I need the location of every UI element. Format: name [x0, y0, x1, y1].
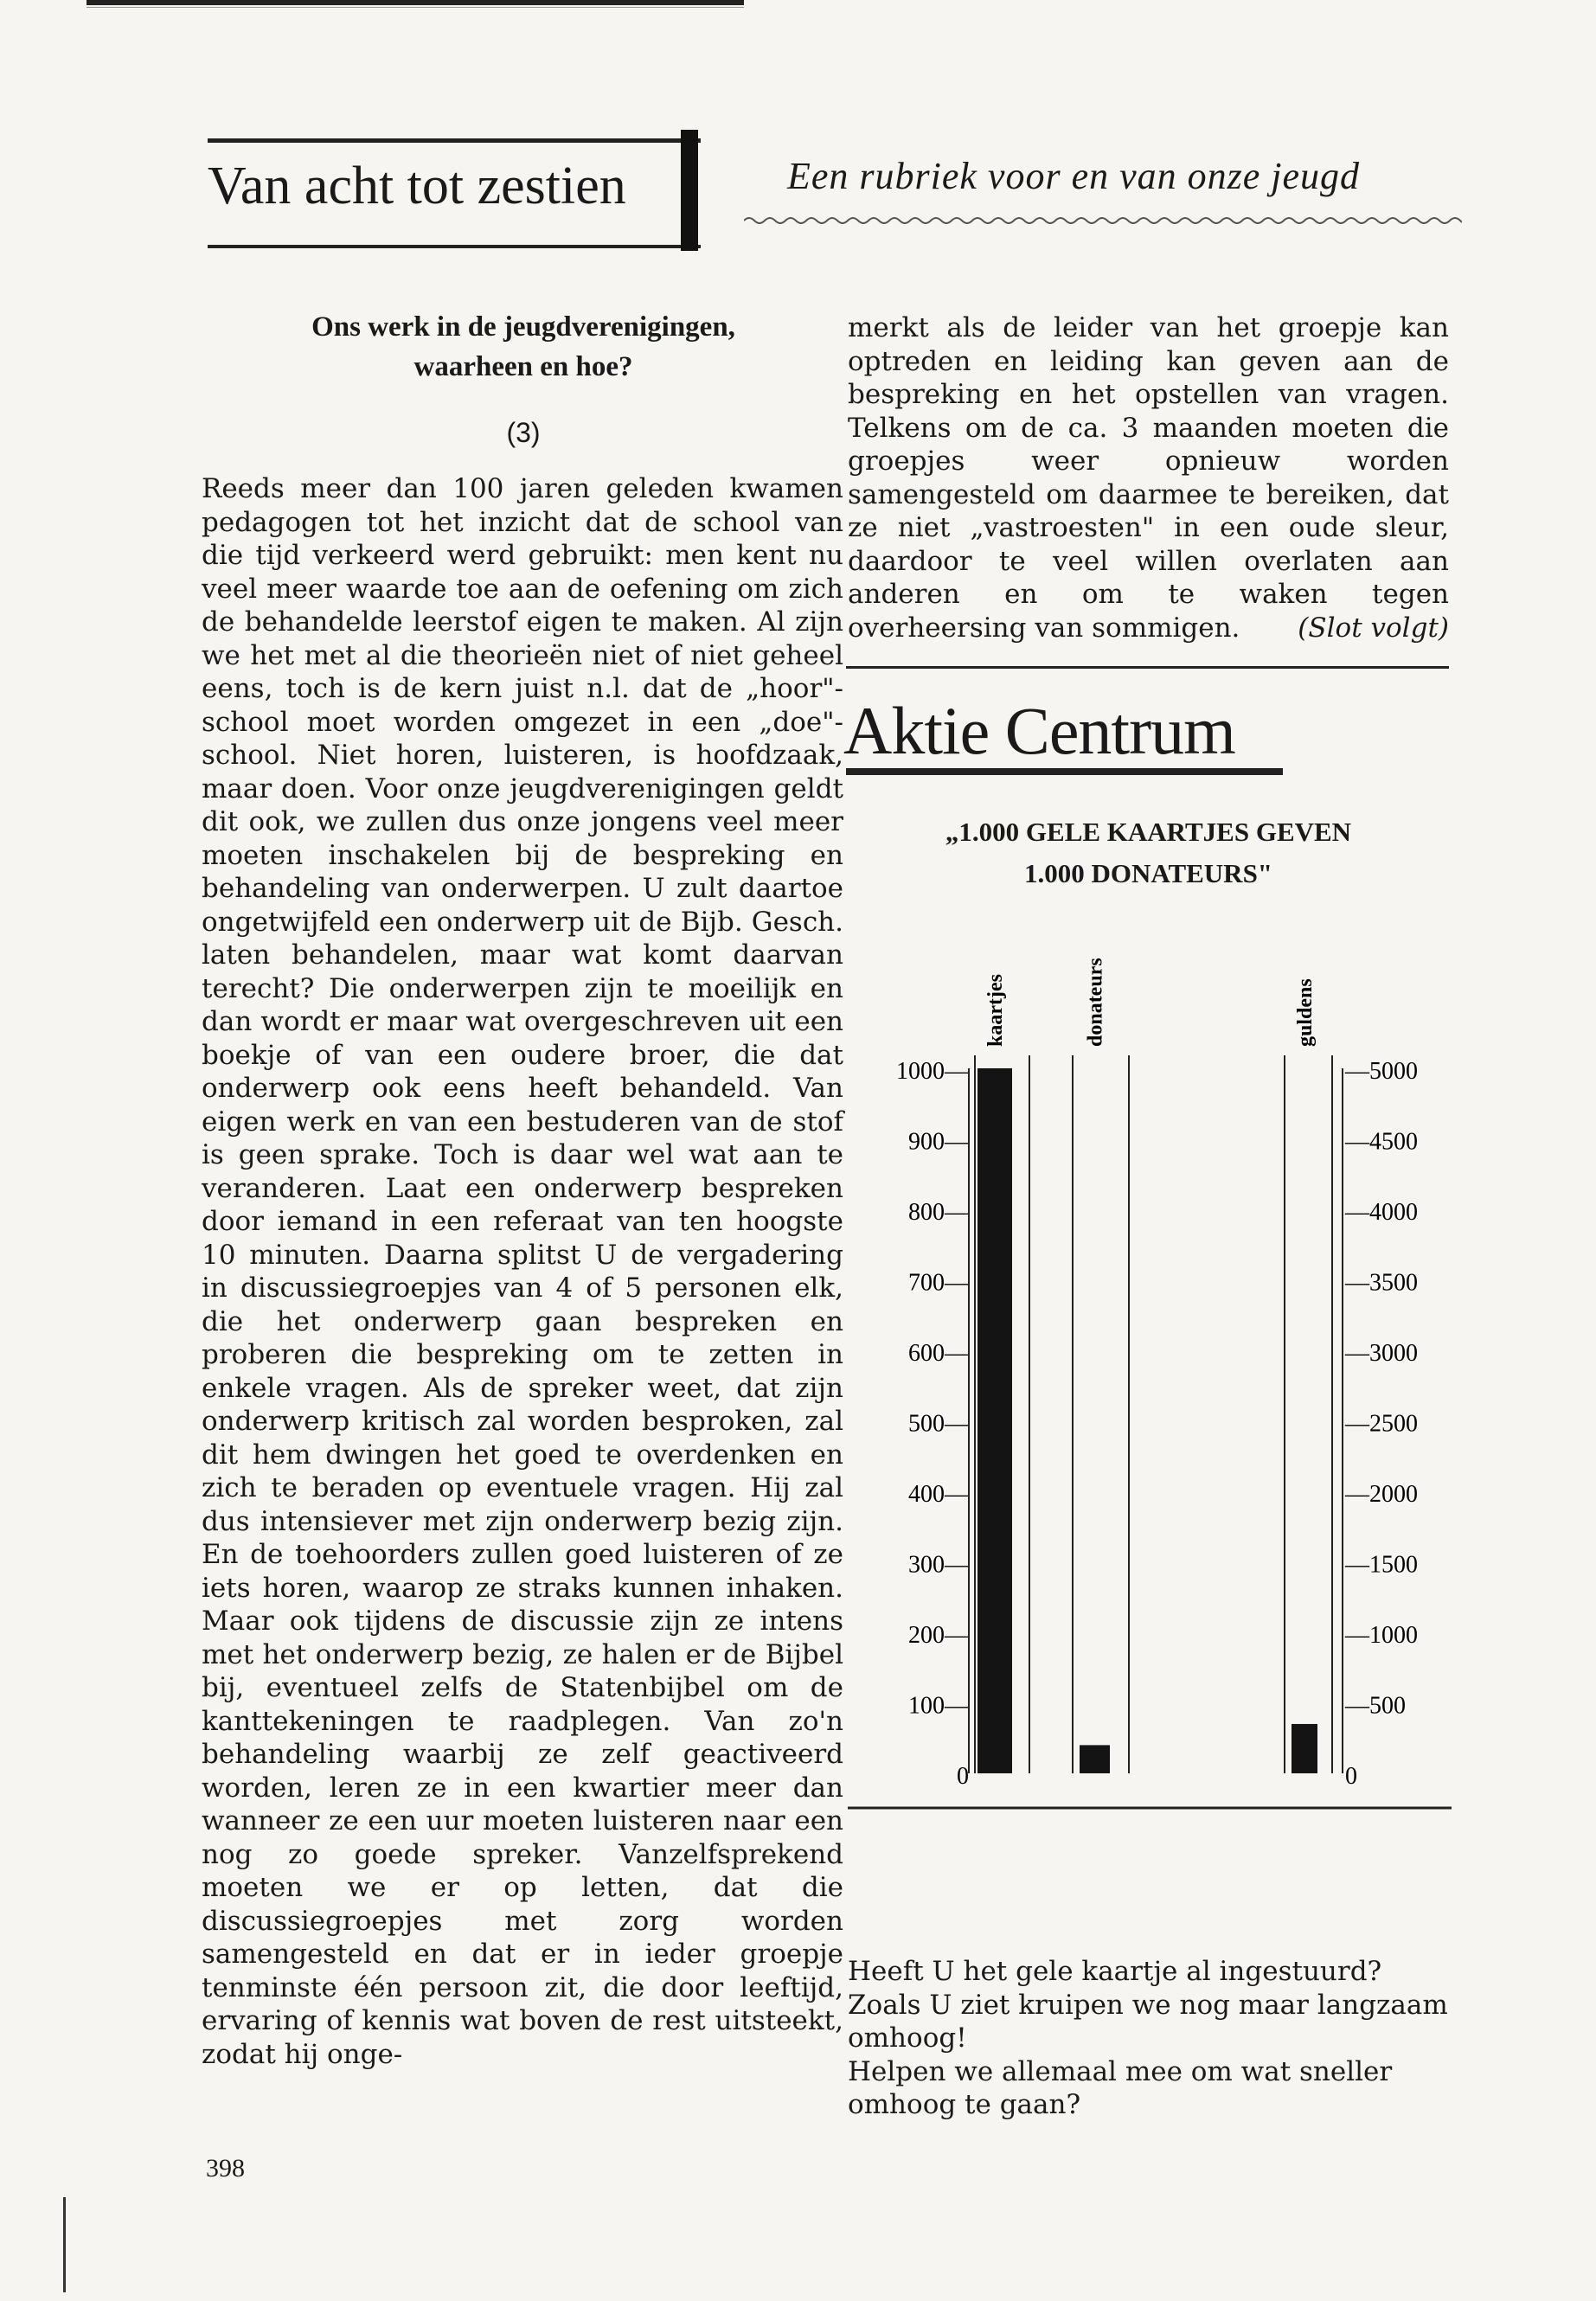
page-number: 398: [206, 2154, 245, 2182]
header-title: Van acht tot zestien: [208, 157, 626, 215]
article-body-left: [202, 472, 843, 2071]
top-rule-thin: [87, 7, 744, 8]
left-tick-label-7: 700—: [908, 1269, 969, 1297]
bar-kaartjes: [977, 1068, 1012, 1773]
aktie-title: Aktie Centrum: [843, 693, 1235, 768]
header-top-rule: [208, 138, 701, 143]
left-tick-label-9: 900—: [908, 1128, 969, 1156]
aktie-footer-line3: Helpen we allemaal mee om wat sneller omhoog te gaan?: [848, 2055, 1393, 2120]
right-tick-label-7: —3500: [1345, 1269, 1418, 1297]
wavy-underline: [744, 212, 1462, 229]
left-tick-label-2: 200—: [908, 1622, 969, 1649]
article-body-right: [848, 311, 1449, 644]
bar-donateurs: [1080, 1745, 1110, 1773]
left-tick-label-6: 600—: [908, 1340, 969, 1367]
left-tick-label-10: 1000—: [896, 1058, 969, 1085]
right-tick-label-4: —2000: [1345, 1481, 1418, 1508]
aktie-footer-line2: Zoals U ziet kruipen we nog maar langzaam omhoog!: [848, 1989, 1448, 2054]
right-tick-label-3: —1500: [1345, 1551, 1418, 1579]
chart-headline-line1: „1.000 GELE KAARTJES GEVEN: [945, 817, 1352, 847]
header-subtitle: Een rubriek voor en van onze jeugd: [787, 155, 1361, 197]
right-tick-label-10: —5000: [1345, 1058, 1418, 1085]
aktie-footer: [848, 1955, 1449, 2122]
thermometer-chart: [848, 908, 1453, 1929]
left-tick-label-1: 100—: [908, 1692, 969, 1720]
right-tick-label-0: 0: [1345, 1763, 1357, 1790]
article-paragraph-left: Reeds meer dan 100 jaren geleden kwamen pedagogen tot het inzicht dat de school van die tijd verkeerd werd gebruikt: men kent nu veel meer waarde toe aan de oefening om zich de behandelde leerstof eigen te maken. Al zijn we het met al die theorieën niet of niet geheel eens, toch is de kern juist n.l. dat de „hoor"-school moet worden omgezet in een „doe"-school. Niet horen, luisteren, is hoofdzaak, maar doen. Voor onze jeugdverenigingen geldt dit ook, we zullen dus onze jongens veel meer moeten inschakelen bij de bespreking en behandeling van onderwerpen. U zult daartoe ongetwijfeld een onderwerp uit de Bijb. Gesch. laten behandelen, maar wat komt daarvan terecht? Die onderwerpen zijn te moeilijk en dan wordt er maar wat overgeschreven uit een boekje of van een oudere broer, die dat onderwerp ook eens heeft behandeld. Van eigen werk en van een bestuderen van de stof is geen sprake. Toch is daar wel wat aan te veranderen. Laat een onderwerp bespreken door iemand in een referaat van ten hoogste 10 minuten. Daarna splitst U de vergadering in discussiegroepjes van 4 of 5 personen elk, die het onderwerp gaan bespreken en proberen die bespreking om te zetten in enkele vragen. Als de spreker weet, dat zijn onderwerp kritisch zal worden besproken, zal dit hem dwingen het goed te overdenken en zich te beraden op eventuele vragen. Hij zal dus intensiever met zijn onderwerp bezig zijn. En de toehoorders zullen goed luisteren of ze iets horen, waarop ze straks kunnen inhaken. Maar ook tijdens de discussie zijn ze intens met het onderwerp bezig, ze halen er de Bijbel bij, eventueel zelfs de Statenbijbel om de kanttekeningen te raadplegen. Van zo'n behandeling waarbij ze zelf geactiveerd worden, leren ze in een kwartier meer dan wanneer ze een uur moeten luisteren naar een nog zo goede spreker. Vanzelfsprekend moeten we er op letten, dat die discussiegroepjes met zorg worden samengesteld en dat er in ieder groepje tenminste één persoon zit, die door leeftijd, ervaring of kennis wat boven de rest uitsteekt, zodat hij onge-: [202, 473, 843, 2070]
slot-volgt: (Slot volgt): [1298, 612, 1449, 644]
bar-label-donateurs: donateurs: [1084, 958, 1107, 1047]
top-rule: [87, 0, 744, 5]
bar-label-guldens: guldens: [1294, 978, 1317, 1047]
right-tick-label-2: —1000: [1345, 1622, 1418, 1649]
article-paragraph-right: merkt als de leider van het groepje kan optreden en leiding kan geven aan de bespreking en het opstellen van vragen. Telkens om de ca. 3 maanden moeten die groepjes weer opnieuw worden samengesteld om daarmee te bereiken, dat ze niet „vastroesten" in een oude sleur, daardoor te veel willen overlaten aan anderen en om te waken tegen overheersing van sommigen.: [848, 312, 1449, 644]
right-tick-label-9: —4500: [1345, 1128, 1418, 1156]
right-tick-label-6: —3000: [1345, 1340, 1418, 1367]
left-tick-label-5: 500—: [908, 1410, 969, 1438]
article-title-line2: waarheen en hoe?: [413, 351, 633, 382]
left-tick-label-8: 800—: [908, 1199, 969, 1226]
header-bottom-rule: [208, 245, 701, 248]
article-title: [203, 307, 843, 387]
chart-headline-line2: 1.000 DONATEURS": [1023, 858, 1273, 888]
margin-mark: [63, 2197, 66, 2292]
bar-guldens: [1292, 1724, 1317, 1773]
left-tick-label-3: 300—: [908, 1551, 969, 1579]
right-tick-label-1: —500: [1345, 1692, 1406, 1720]
chart-headline: [848, 811, 1449, 894]
aktie-title-underline: [846, 768, 1283, 775]
article-title-line1: Ons werk in de jeugdverenigingen,: [311, 311, 735, 343]
left-tick-label-4: 400—: [908, 1481, 969, 1508]
header-side-bar: [681, 130, 698, 251]
right-tick-label-8: —4000: [1345, 1199, 1418, 1226]
left-tick-label-0: 0: [957, 1763, 969, 1790]
section-separator: [846, 666, 1449, 669]
right-tick-label-5: —2500: [1345, 1410, 1418, 1438]
bar-label-kaartjes: kaartjes: [984, 974, 1007, 1047]
article-part: (3): [506, 417, 541, 448]
aktie-footer-line1: Heeft U het gele kaartje al ingestuurd?: [848, 1956, 1382, 1987]
